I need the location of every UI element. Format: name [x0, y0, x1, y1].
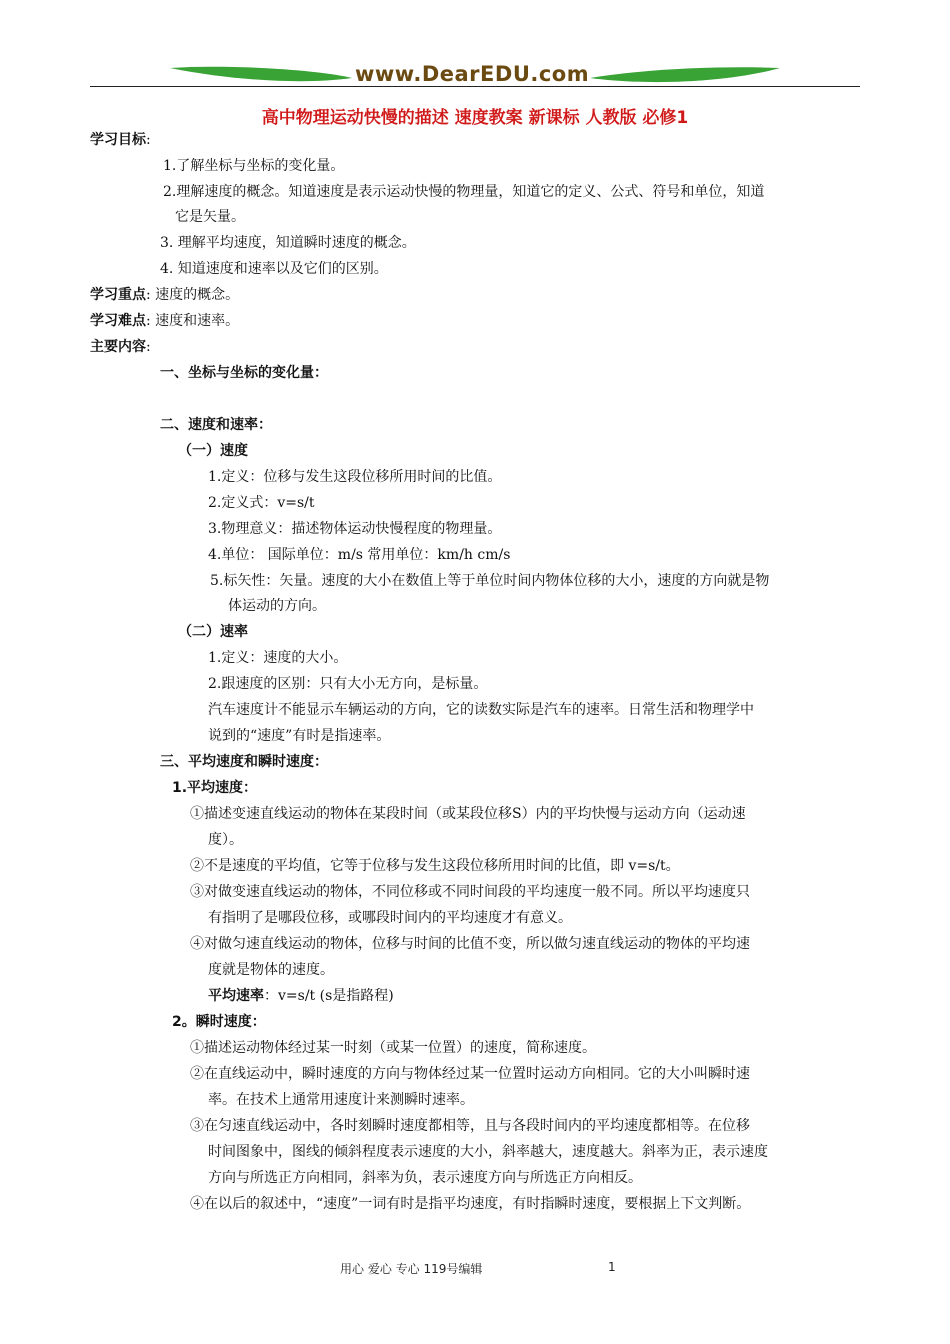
header-rule: [90, 86, 860, 87]
right-leaf-swoosh: [590, 67, 780, 82]
speed-vector: 5.标矢性：矢量。速度的大小在数值上等于单位时间内物体位移的大小，速度的方向就是物: [210, 573, 770, 589]
rate-example: 汽车速度计不能显示车辆运动的方向，它的读数实际是汽车的速率。日常生活和物理学中: [208, 702, 754, 718]
speed-formula: 2.定义式：v=s/t: [208, 495, 315, 511]
speed-definition: 1.定义：位移与发生这段位移所用时间的比值。: [208, 469, 502, 485]
goal-item-2: 2.理解速度的概念。知道速度是表示运动快慢的物理量，知道它的定义、公式、符号和单位，知道: [163, 184, 765, 200]
difficulty-label: 学习难点: [90, 313, 146, 329]
subheading-rate: （二）速率: [178, 624, 248, 640]
section-learning-goals: [90, 130, 151, 150]
rate-difference: 2.跟速度的区别：只有大小无方向，是标量。: [208, 676, 488, 692]
instant-point-2-cont: 率。在技术上通常用速度计来测瞬时速率。: [208, 1092, 474, 1108]
page-title: 高中物理运动快慢的描述 速度教案 新课标 人教版 必修1: [261, 108, 689, 128]
instant-point-2: ②在直线运动中，瞬时速度的方向与物体经过某一位置时运动方向相同。它的大小叫瞬时速: [190, 1066, 750, 1082]
left-leaf-swoosh: [170, 67, 352, 81]
subheading-instant-speed: 2。瞬时速度：: [172, 1014, 266, 1030]
avg-point-4-cont: 度就是物体的速度。: [208, 962, 334, 978]
goal-item-3: 3. 理解平均速度，知道瞬时速度的概念。: [160, 235, 416, 251]
main-content-colon: :: [146, 339, 151, 355]
rate-definition: 1.定义：速度的大小。: [208, 650, 348, 666]
speed-meaning: 3.物理意义：描述物体运动快慢程度的物理量。: [208, 521, 502, 537]
average-rate-text: ：v=s/t (s是指路程): [264, 988, 394, 1004]
avg-point-3: ③对做变速直线运动的物体，不同位移或不同时间段的平均速度一般不同。所以平均速度只: [190, 884, 750, 900]
learning-goals-label: 学习目标: [90, 132, 146, 148]
subheading-average-speed: 1.平均速度：: [172, 780, 258, 796]
speed-units: 4.单位： 国际单位：m/s 常用单位：km/h cm/s: [208, 547, 511, 563]
rate-example-cont: 说到的“速度”有时是指速率。: [208, 728, 391, 744]
instant-point-3-cont2: 方向与所选正方向相同，斜率为负，表示速度方向与所选正方向相反。: [208, 1170, 642, 1186]
footer-text: 用心 爱心 专心 119号编辑: [340, 1262, 483, 1276]
goal-item-1: 1.了解坐标与坐标的变化量。: [163, 158, 345, 174]
average-rate-row: [208, 986, 394, 1006]
instant-point-3-cont: 时间图象中，图线的倾斜程度表示速度的大小，斜率越大，速度越大。斜率为正，表示速度: [208, 1144, 768, 1160]
avg-point-4: ④对做匀速直线运动的物体，位移与时间的比值不变，所以做匀速直线运动的物体的平均速: [190, 936, 750, 952]
avg-point-3-cont: 有指明了是哪段位移，或哪段时间内的平均速度才有意义。: [208, 910, 572, 926]
average-rate-label: 平均速率: [208, 988, 264, 1004]
goal-item-2-cont: 它是矢量。: [175, 209, 245, 225]
subheading-speed: （一）速度: [178, 443, 248, 459]
heading-coordinates: 一、坐标与坐标的变化量：: [160, 365, 328, 381]
instant-point-1: ①描述运动物体经过某一时刻（或某一位置）的速度，简称速度。: [190, 1040, 596, 1056]
learning-goals-colon: :: [146, 132, 151, 148]
key-point-text: : 速度的概念。: [146, 287, 240, 303]
key-point-label: 学习重点: [90, 287, 146, 303]
avg-point-1: ①描述变速直线运动的物体在某段时间（或某段位移S）内的平均快慢与运动方向（运动速: [190, 806, 746, 822]
heading-speed-rate: 二、速度和速率：: [160, 417, 272, 433]
key-point-row: [90, 285, 239, 305]
site-logo[interactable]: www.DearEDU.com: [355, 62, 590, 86]
avg-point-2: ②不是速度的平均值，它等于位移与发生这段位移所用时间的比值，即 v=s/t。: [190, 858, 680, 874]
instant-point-4: ④在以后的叙述中，“速度”一词有时是指平均速度，有时指瞬时速度，要根据上下文判断。: [190, 1196, 751, 1212]
heading-average-instant: 三、平均速度和瞬时速度：: [160, 754, 328, 770]
goal-item-4: 4. 知道速度和速率以及它们的区别。: [160, 261, 388, 277]
avg-point-1-cont: 度）。: [208, 832, 243, 848]
main-content-row: [90, 337, 151, 357]
page-number: 1: [608, 1260, 616, 1274]
difficulty-text: : 速度和速率。: [146, 313, 240, 329]
instant-point-3: ③在匀速直线运动中，各时刻瞬时速度都相等，且与各段时间内的平均速度都相等。在位移: [190, 1118, 750, 1134]
speed-vector-cont: 体运动的方向。: [228, 598, 326, 614]
difficulty-row: [90, 311, 239, 331]
main-content-label: 主要内容: [90, 339, 146, 355]
